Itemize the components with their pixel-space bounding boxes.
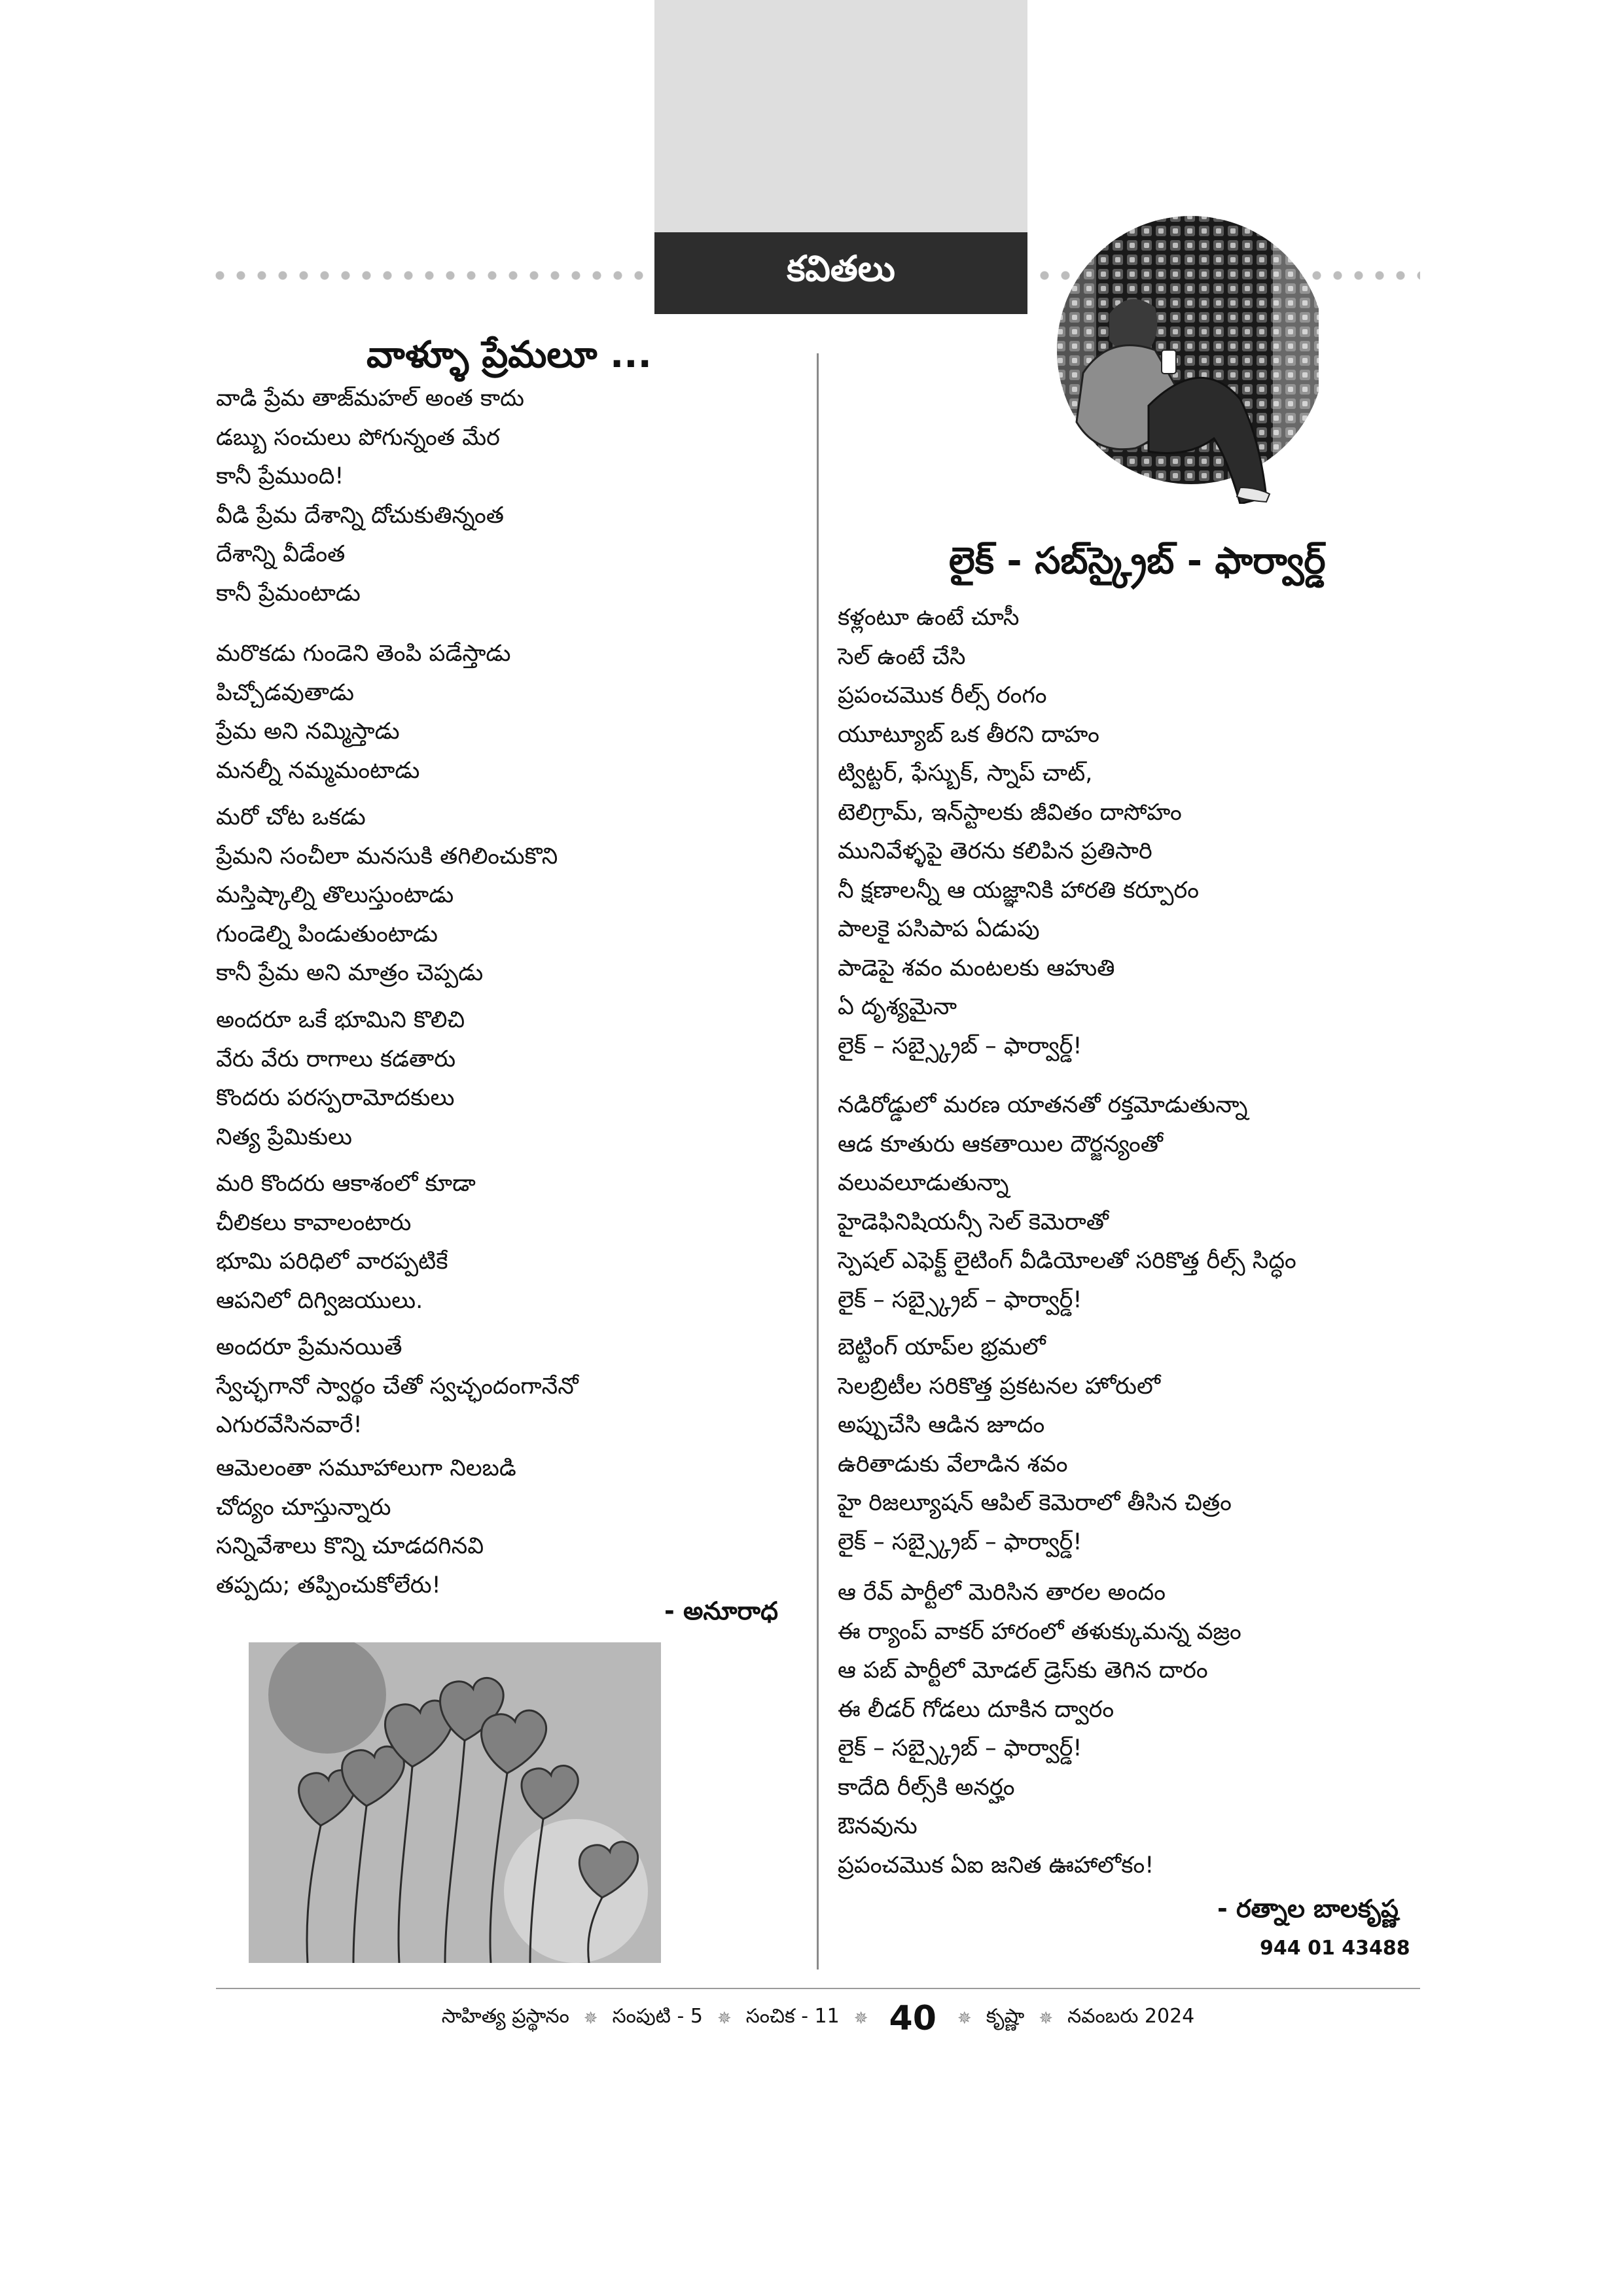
stanza [216, 1165, 476, 1320]
poem-line: స్వేచ్ఛగానో స్వార్థం చేతో స్వచ్ఛందంగానేనో [216, 1373, 579, 1400]
stanza [216, 798, 558, 993]
poem-line: మరి కొందరు ఆకాశంలో కూడా [216, 1171, 476, 1197]
poem-line: బెట్టింగ్ యాప్‌ల భ్రమలో [838, 1334, 1046, 1360]
poem-line: లైక్ – సబ్స్క్రైబ్ – ఫార్వార్డ్! [838, 1528, 1082, 1555]
poem-line: డబ్బు సంచులు పోగున్నంత మేర [216, 424, 500, 451]
star-separator-icon: ✵ [583, 2009, 598, 2028]
poem-line: హైడెఫినిషియన్సీ సెల్ కెమెరాతో [838, 1209, 1109, 1235]
volume-label: సంపుటి - 5 [612, 2005, 703, 2028]
poem-line: వలువలూడుతున్నా [838, 1170, 1009, 1196]
poem-line: వీడి ప్రేమ దేశాన్ని దోచుకుతిన్నంత [216, 502, 504, 529]
poem-line: నిత్య ప్రేమికులు [216, 1123, 353, 1150]
poem-line: ప్రపంచమొక రీల్స్ రంగం [838, 682, 1047, 709]
poem-author-left: - అనూరాధ [664, 1597, 778, 1625]
poem-line: కానీ ప్రేమ అని మాత్రం చెప్పడు [216, 960, 484, 986]
star-separator-icon: ✵ [717, 2009, 732, 2028]
poem-line: దేశాన్ని వీడేంత [216, 541, 346, 567]
section-label: కవితలు [654, 232, 1027, 314]
poem-line: ఉరితాడుకు వేలాడిన శవం [838, 1451, 1068, 1477]
poem-line: కొందరు పరస్పరామోదకులు [216, 1085, 455, 1111]
star-separator-icon: ✵ [957, 2009, 972, 2028]
issue-label: సంచిక - 11 [745, 2005, 840, 2028]
poem-line: స్పెషల్ ఎఫెక్ట్ లైటింగ్ వీడియోలతో సరికొత్త రీల్స్ సిద్ధం [838, 1248, 1296, 1274]
poem-line: కానీ ప్రేమంటాడు [216, 580, 361, 607]
poem-line: ప్రేమని సంచీలా మనసుకి తగిలించుకొని [216, 843, 558, 870]
poem-line: చోద్యం చూస్తున్నారు [216, 1494, 391, 1521]
poem-line: హై రిజల్యూషన్ ఆపిల్ కెమెరాలో తీసిన చిత్రం [838, 1490, 1232, 1516]
poem-line: ప్రేమ అని నమ్మిస్తాడు [216, 718, 400, 745]
poem-line: సెలబ్రిటీల సరికొత్త ప్రకటనల హోరులో [838, 1373, 1160, 1400]
poem-line: లైక్ – సబ్స్క్రైబ్ – ఫార్వార్డ్! [838, 1033, 1082, 1059]
poem-line: పాడెపై శవం మంటలకు ఆహుతి [838, 955, 1115, 981]
month-name: కృష్ణా [986, 2005, 1025, 2028]
dotted-rule-left [209, 271, 648, 280]
poem-line: మస్తిష్కాల్ని తొలుస్తుంటాడు [216, 882, 454, 908]
page-number: 40 [889, 1999, 936, 2038]
poem-line: లైక్ – సబ్స్క్రైబ్ – ఫార్వార్డ్! [838, 1735, 1082, 1761]
poem-line: పాలకై పసిపాప ఏడుపు [838, 916, 1040, 942]
poem-line: నీ క్షణాలన్నీ ఆ యజ్ఞానికి హారతి కర్పూరం [838, 877, 1199, 904]
poem-line: ట్విట్టర్, ఫేస్బుక్, స్నాప్ చాట్, [838, 760, 1093, 786]
column-divider [817, 353, 819, 1969]
poem-line: అందరూ ఒకే భూమిని కొలిచి [216, 1007, 465, 1033]
stanza [216, 1328, 579, 1445]
poem-line: భూమి పరిధిలో వారప్పటికే [216, 1248, 448, 1275]
person-with-phone-illustration [1024, 209, 1319, 504]
poem-line: ప్రపంచమొక ఏఐ జనిత ఊహాలోకం! [838, 1852, 1154, 1879]
hearts-illustration [249, 1642, 661, 1963]
poem-line: అప్పుచేసి ఆడిన జూదం [838, 1412, 1045, 1438]
poem-line: ఈ ర్యాంప్ వాకర్ హారంలో తళుక్కుమన్న వజ్రం [838, 1618, 1241, 1645]
poem-line: పిచ్చోడవుతాడు [216, 679, 354, 706]
poem-line: గుండెల్ని పిండుతుంటాడు [216, 921, 438, 947]
stanza [838, 1574, 1241, 1885]
page-footer [216, 1992, 1420, 2045]
poem-line: మనల్నీ నమ్మమంటాడు [216, 757, 420, 784]
stanza [838, 599, 1199, 1066]
poem-line: ఈ లీడర్ గోడలు దూకిన ద్వారం [838, 1696, 1115, 1723]
poem-line: చీలికలు కావాలంటారు [216, 1209, 412, 1236]
poem-line: ఆమెలంతా సమూహాలుగా నిలబడి [216, 1455, 516, 1481]
poem-line: మరొకడు గుండెని తెంపి పడేస్తాడు [216, 641, 511, 667]
header-gray-block [654, 0, 1027, 232]
issue-date: నవంబరు 2024 [1067, 2005, 1195, 2028]
stanza [838, 1328, 1232, 1562]
poem-line: ఆ పబ్ పార్టీలో మోడల్ డ్రెస్‌కు తెగిన దారం [838, 1657, 1208, 1684]
poem-line: అందరూ ప్రేమనయితే [216, 1334, 402, 1360]
poem-line: ఎగురవేసినవారే! [216, 1412, 363, 1438]
poem-line: కళ్లంటూ ఉంటే చూసీ [838, 605, 1020, 631]
stanza [216, 380, 524, 613]
poem-line: మునివేళ్ళపై తెరను కలిపిన ప్రతిసారి [838, 838, 1152, 864]
poem-line: సన్నివేశాలు కొన్ని చూడదగినవి [216, 1533, 484, 1559]
poem-line: ఔనవును [838, 1813, 918, 1839]
stanza [838, 1086, 1296, 1320]
poem-line: ఆ రేవ్ పార్టీలో మెరిసిన తారల అందం [838, 1580, 1166, 1606]
magazine-name: సాహిత్య ప్రస్థానం [441, 2005, 569, 2028]
poem-title-right: లైక్ - సబ్‌స్క్రైబ్ - ఫార్వార్డ్ [949, 540, 1326, 582]
poem-line: యూట్యూబ్ ఒక తీరని దాహం [838, 721, 1099, 748]
poem-line: ఆడ కూతురు ఆకతాయిల దౌర్జన్యంతో [838, 1131, 1163, 1157]
stanza [216, 1001, 465, 1157]
footer-divider [216, 1988, 1420, 1989]
poem-line: ఆపనిలో దిగ్విజయులు. [216, 1287, 423, 1314]
poem-title-left: వాళ్ళూ ప్రేమలూ ... [366, 334, 652, 376]
poem-line: ఏ దృశ్యమైనా [838, 994, 957, 1020]
star-separator-icon: ✵ [1039, 2009, 1054, 2028]
stanza [216, 635, 510, 790]
poem-line: లైక్ – సబ్స్క్రైబ్ – ఫార్వార్డ్! [838, 1286, 1082, 1313]
star-separator-icon: ✵ [853, 2009, 868, 2028]
poem-line: మరో చోట ఒకడు [216, 804, 366, 830]
poem-line: కానీ ప్రేముంది! [216, 463, 344, 489]
stanza [216, 1449, 516, 1605]
poem-line: వేరు వేరు రాగాలు కడతారు [216, 1046, 456, 1072]
poem-line: టెలిగ్రామ్, ఇన్‌స్టాలకు జీవితం దాసోహం [838, 799, 1182, 826]
poem-line: నడిరోడ్డులో మరణ యాతనతో రక్తమోడుతున్నా [838, 1092, 1248, 1118]
poem-author-right: - రత్నాల బాలకృష్ణ [1217, 1894, 1399, 1923]
author-phone-number: 944 01 43488 [1260, 1937, 1410, 1960]
poem-line: తప్పదు; తప్పించుకోలేరు! [216, 1572, 441, 1598]
poem-line: సెల్ ఉంటే చేసి [838, 643, 966, 670]
poem-line: కాదేది రీల్స్‌కి అనర్హం [838, 1774, 1015, 1801]
poem-line: వాడి ప్రేమ తాజ్‌మహల్ అంత కాదు [216, 385, 524, 412]
